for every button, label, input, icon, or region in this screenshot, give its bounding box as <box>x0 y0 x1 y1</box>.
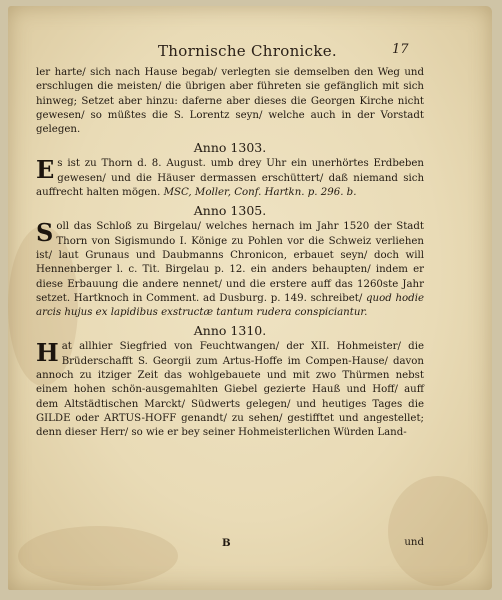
drop-cap: E <box>36 155 55 185</box>
document-page <box>8 6 492 590</box>
drop-cap: H <box>36 338 59 368</box>
reference-text: quod hodie arcis hujus ex lapidibus exstructæ tantum rudera conspiciantur. <box>36 292 424 319</box>
running-title: Thornische Chronicke. <box>158 42 337 60</box>
section-paragraph <box>36 340 424 440</box>
section-paragraph <box>36 220 424 320</box>
section-text: s ist zu Thorn d. 8. August. umb drey Uhr ein unerhörtes Erdbeben gewesen/ und die Häuser dermassen erschüttert/ daß niemand sich auffrecht halten mögen. <box>36 158 424 199</box>
paper-stain <box>388 476 488 586</box>
section-heading: Anno 1305. <box>193 203 267 219</box>
drop-cap: S <box>36 218 54 248</box>
section-text: oll das Schloß zu Birgelau/ welches hernach im Jahr 1520 der Stadt Thorn von Sigismundo I. Könige zu Pohlen vor die Schweiz verliehen ist/ laut Grunaus und Daubmanns Chronicon, erbauet seyn/ doch will Hennenberger l. c. Tit. Birgelau p. 12. ein anders behaupten/ indem er diese Erbauung die andere nennet/ und die erstere auff das 1260ste Jahr setzet. Hartknoch in Comment. ad Dusburg. p. 149. schreibet/ <box>36 221 424 304</box>
section-heading: Anno 1310. <box>193 323 267 339</box>
opening-paragraph: ler harte/ sich nach Hause begab/ verlegten sie demselben den Weg und erschlugen die meisten/ die übrigen aber führeten sie gefänglich mit sich hinweg; Setzet aber hinzu: daferne aber dieses die Georgen Kirche nicht gewesen/ so müßtes die S. Lorentz seyn/ welche auch in der Vorstadt gelegen. <box>36 67 424 136</box>
section-heading: Anno 1303. <box>193 140 267 156</box>
section-text: at allhier Siegfried von Feuchtwangen/ der XII. Hohmeister/ die Brüderschafft S. Georgii zum Artus-Hoffe im Compen-Hause/ davon annoch zu itziger Zeit das wohlgebauete und mit zwo Thürmen nebst einem hohen schön-ausgemahlten Giebel gezierte Hauß und Hoff/ auff dem Altstädtischen Marckt/ Südwerts gelegen/ und heutiges Tages die GILDE oder ARTUS-HOFF genandt/ zu sehen/ gestifftet und angestellet; denn dieser Herr/ so wie er bey seiner Hohmeisterlichen Würden Land- <box>36 341 424 439</box>
section-paragraph <box>36 157 424 200</box>
page-header <box>8 42 492 64</box>
page-number: 17 <box>392 42 409 57</box>
paper-stain <box>18 526 178 586</box>
catchword: und <box>404 537 424 548</box>
reference-text: MSC, Moller, Conf. Hartkn. p. 296. b. <box>163 187 357 199</box>
page-footer <box>36 536 424 552</box>
signature-mark: B <box>222 537 231 549</box>
text-body <box>36 66 424 549</box>
